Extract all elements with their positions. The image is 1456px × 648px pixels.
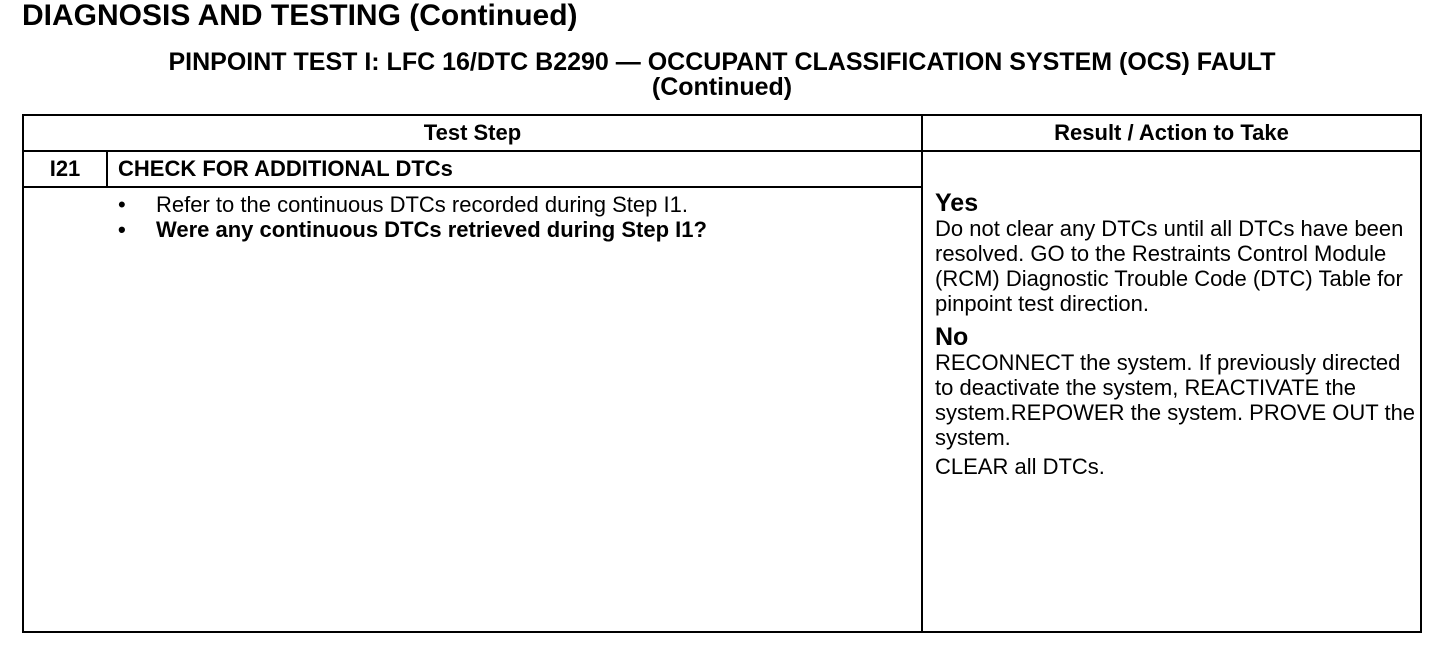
bullet-icon: • xyxy=(118,192,126,217)
step-number-divider xyxy=(106,150,108,188)
page-title: DIAGNOSIS AND TESTING (Continued) xyxy=(22,0,578,32)
result-yes xyxy=(935,190,1421,316)
column-header-test-step: Test Step xyxy=(423,120,522,145)
no-text: RECONNECT the system. If previously directed to deactivate the system, REACTIVATE the system.REPOWER the system. PROVE OUT the system. xyxy=(935,350,1416,450)
no-extra-text: CLEAR all DTCs. xyxy=(935,454,1105,479)
bullet-text: Were any continuous DTCs retrieved during Step I1? xyxy=(156,217,707,242)
result-action-cell xyxy=(935,190,1421,487)
column-header-result: Result / Action to Take xyxy=(1054,120,1289,145)
step-bullet-list xyxy=(114,192,707,242)
step-number: I21 xyxy=(49,156,81,181)
result-no xyxy=(935,324,1421,479)
pinpoint-test-title-line2: (Continued) xyxy=(651,73,793,101)
step-title-row-divider xyxy=(24,186,921,188)
bullet-text: Refer to the continuous DTCs recorded during Step I1. xyxy=(156,192,688,217)
yes-label: Yes xyxy=(935,189,979,217)
list-item xyxy=(114,217,707,242)
column-divider xyxy=(921,116,923,631)
bullet-icon: • xyxy=(118,217,126,242)
test-step-table xyxy=(22,114,1422,633)
pinpoint-test-title xyxy=(22,50,1422,100)
yes-text: Do not clear any DTCs until all DTCs have been resolved. GO to the Restraints Control Module (RCM) Diagnostic Trouble Code (DTC) Table for pinpoint test direction. xyxy=(935,216,1404,316)
pinpoint-test-title-line1: PINPOINT TEST I: LFC 16/DTC B2290 — OCCUPANT CLASSIFICATION SYSTEM (OCS) FAULT xyxy=(168,48,1276,76)
step-title: CHECK FOR ADDITIONAL DTCs xyxy=(118,156,453,181)
no-label: No xyxy=(935,323,969,351)
list-item xyxy=(114,192,707,217)
